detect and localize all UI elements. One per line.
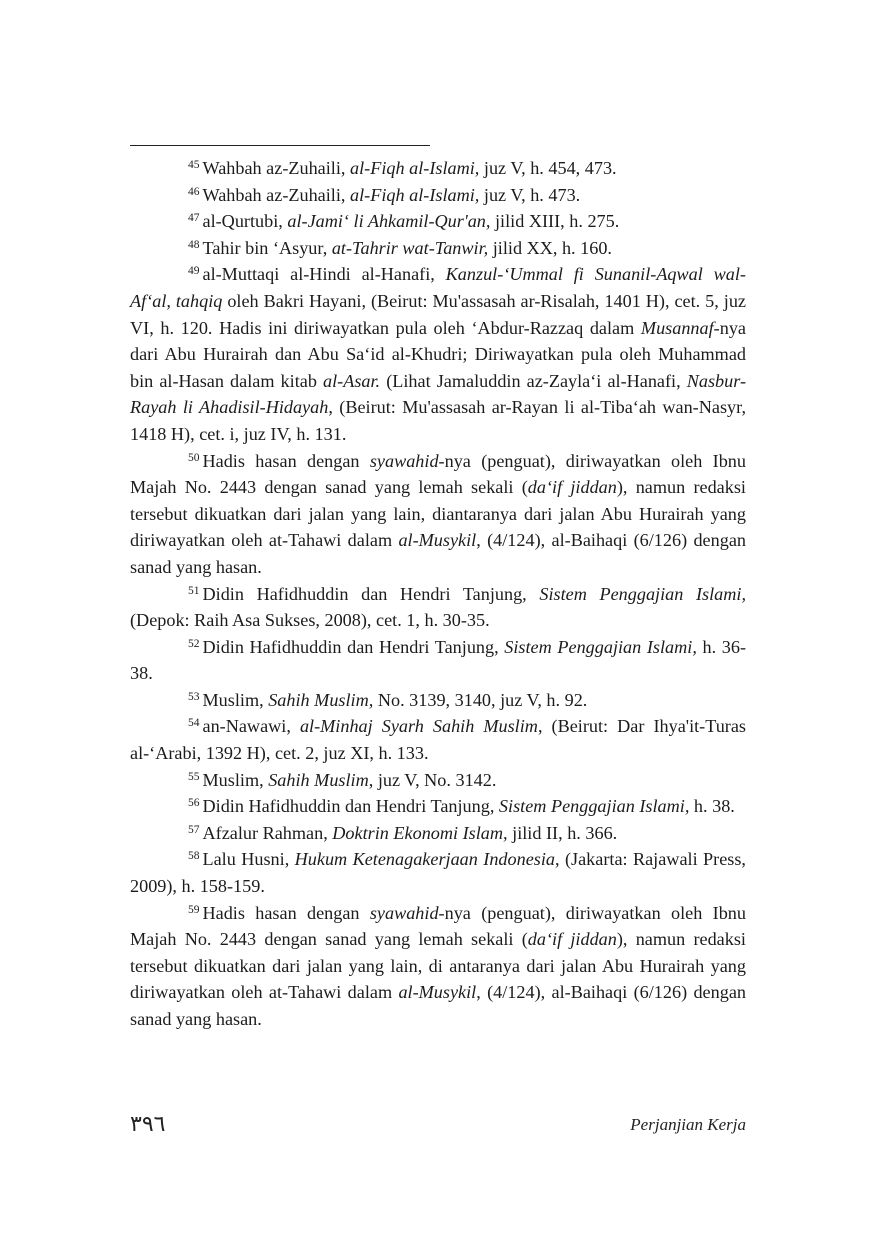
footnote-50: $^{50}$ Hadis hasan dengan syawahid-nya (penguat), diriwayatkan oleh Ibnu Majah No. 2443 dengan sanad yang lemah sekali (da‘if jiddan), namun redaksi tersebut dikuatkan dari jalan yang lain, diantaranya dari jalan Abu Hurairah yang diriwayatkan oleh at-Tahawi dalam al-Musykil, (4/124), al-Baihaqi (6/126) dengan sanad yang hasan.: [130, 450, 746, 577]
footnotes-block: [130, 155, 746, 1033]
footnote-59: $^{59}$ Hadis hasan dengan syawahid-nya (penguat), diriwayatkan oleh Ibnu Majah No. 2443 dengan sanad yang lemah sekali (da‘if jiddan), namun redaksi tersebut dikuatkan dari jalan yang lain, di antaranya dari jalan Abu Hurairah yang diriwayatkan oleh at-Tahawi dalam al-Musykil, (4/124), al-Baihaqi (6/126) dengan sanad yang hasan.: [130, 902, 746, 1029]
footnote-48: $^{48}$ Tahir bin ‘Asyur, at-Tahrir wat-Tanwir, jilid XX, h. 160.: [188, 237, 612, 258]
footnote-46: $^{46}$ Wahbah az-Zuhaili, al-Fiqh al-Islami, juz V, h. 473.: [188, 184, 581, 205]
footnote-53: $^{53}$ Muslim, Sahih Muslim, No. 3139, 3140, juz V, h. 92.: [188, 689, 588, 710]
footnote-52: $^{52}$ Didin Hafidhuddin dan Hendri Tanjung, Sistem Penggajian Islami, h. 36-38.: [130, 636, 746, 684]
footnote-56: $^{56}$ Didin Hafidhuddin dan Hendri Tanjung, Sistem Penggajian Islami, h. 38.: [188, 796, 735, 817]
running-head: Perjanjian Kerja: [630, 1115, 746, 1134]
footnote-57: $^{57}$ Afzalur Rahman, Doktrin Ekonomi Islam, jilid II, h. 366.: [188, 822, 618, 843]
footnote-separator-rule: [130, 145, 430, 146]
footnote-49: $^{49}$ al-Muttaqi al-Hindi al-Hanafi, Kanzul-‘Ummal fi Sunanil-Aqwal wal-Af‘al, tahqiq oleh Bakri Hayani, (Beirut: Mu'assasah ar-Risalah, 1401 H), cet. 5, juz VI, h. 120. Hadis ini diriwayatkan pula oleh ‘Abdur-Razzaq dalam Musannaf-nya dari Abu Hurairah dan Abu Sa‘id al-Khudri; Diriwayatkan pula oleh Muhammad bin al-Hasan dalam kitab al-Asar. (Lihat Jamaluddin az-Zayla‘i al-Hanafi, Nasbur-Rayah li Ahadisil-Hidayah, (Beirut: Mu'assasah ar-Rayan li al-Tiba‘ah wan-Nasyr, 1418 H), cet. i, juz IV, h. 131.: [130, 264, 746, 444]
footnote-55: $^{55}$ Muslim, Sahih Muslim, juz V, No. 3142.: [188, 769, 497, 790]
footnote-54: $^{54}$ an-Nawawi, al-Minhaj Syarh Sahih Muslim, (Beirut: Dar Ihya'it-Turas al-‘Arabi, 1392 H), cet. 2, juz XI, h. 133.: [130, 716, 746, 764]
footnote-47: $^{47}$ al-Qurtubi, al-Jami‘ li Ahkamil-Qur'an, jilid XIII, h. 275.: [188, 211, 620, 232]
footnote-51: $^{51}$ Didin Hafidhuddin dan Hendri Tanjung, Sistem Penggajian Islami, (Depok: Raih Asa Sukses, 2008), cet. 1, h. 30-35.: [130, 583, 746, 631]
footnote-58: $^{58}$ Lalu Husni, Hukum Ketenagakerjaan Indonesia, (Jakarta: Rajawali Press, 2009), h. 158-159.: [130, 849, 746, 897]
footnote-45: $^{45}$ Wahbah az-Zuhaili, al-Fiqh al-Islami, juz V, h. 454, 473.: [188, 158, 617, 178]
page-number: ٣٩٦: [130, 1112, 166, 1137]
